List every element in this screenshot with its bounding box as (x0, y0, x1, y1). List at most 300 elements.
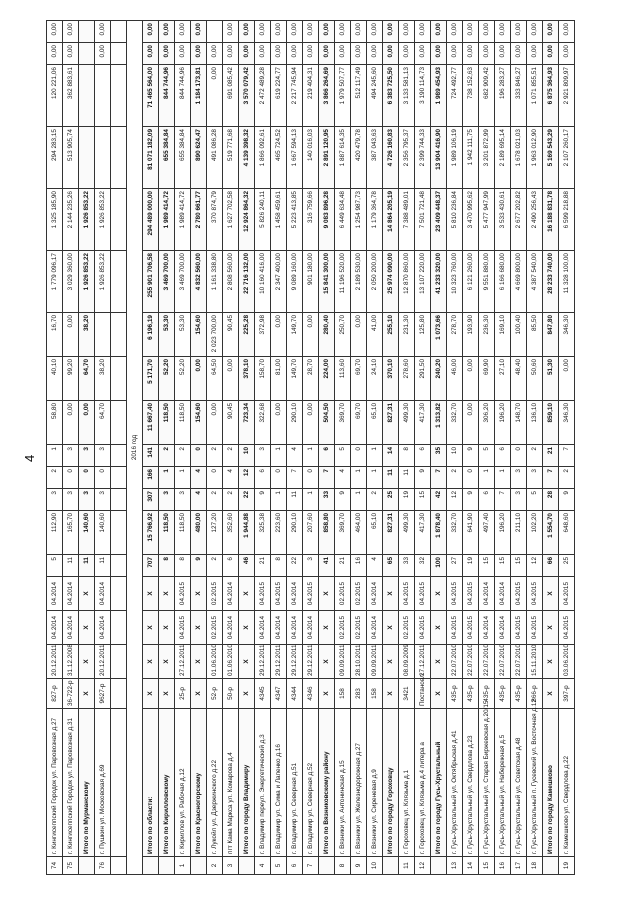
table-cell: 0,00 (47, 21, 63, 43)
table-cell: 9 083 896,28 (319, 189, 335, 251)
table-cell: 0 (463, 467, 479, 489)
table-cell: X (79, 577, 95, 611)
table-cell: 316 759,66 (303, 189, 319, 251)
table-cell: 1 (351, 467, 367, 489)
table-cell (111, 511, 127, 555)
table-cell: 0,00 (367, 21, 383, 43)
table-cell: 290,10 (287, 401, 303, 445)
table-cell: 435-р (511, 679, 527, 709)
table-cell: 12 (527, 555, 543, 577)
subtotal-row (79, 21, 95, 875)
table-cell: 2 780 661,77 (191, 189, 207, 251)
table-row (95, 21, 111, 875)
table-cell: 22.07.2010 (463, 645, 479, 679)
table-cell: 9 551 880,00 (479, 251, 495, 313)
table-cell: X (143, 645, 159, 679)
table-cell: X (431, 611, 447, 645)
table-cell: X (191, 577, 207, 611)
table-cell: г. Владимир переул. Энергетический д.3 (255, 709, 271, 857)
table-cell: г. Гусь-Хрустальный ул. Свердлова д.23 (463, 709, 479, 857)
table-cell: 3 533 430,61 (495, 189, 511, 251)
table-cell: 0,00 (383, 43, 399, 65)
table-cell: 1 667 594,13 (287, 127, 303, 189)
table-cell: 04.2014 (255, 611, 271, 645)
table-cell (111, 65, 127, 127)
table-cell: 0,00 (495, 21, 511, 43)
table-cell: 0,00 (351, 21, 367, 43)
table-cell: 04.2015 (271, 577, 287, 611)
table-cell: 691 085,42 (223, 65, 239, 127)
table-cell: 125,80 (415, 313, 431, 357)
table-cell: 1 (367, 445, 383, 467)
table-cell: 352,60 (223, 511, 239, 555)
table-cell: 1 (175, 467, 191, 489)
table-cell: 102,20 (527, 511, 543, 555)
table-cell: 0,00 (287, 43, 303, 65)
table-cell: X (143, 577, 159, 611)
table-cell: 6 (223, 555, 239, 577)
table-cell: 480,00 (191, 511, 207, 555)
table-cell: 01.06.2010 (207, 645, 223, 679)
table-cell: 5 (47, 555, 63, 577)
table-cell: 1 627 702,58 (223, 189, 239, 251)
table-body (47, 21, 575, 875)
table-cell: 118,50 (159, 401, 175, 445)
table-cell: 9 089 160,00 (287, 251, 303, 313)
table-cell: г. Владимир ул. Сима и Лапенко д.16 (271, 709, 287, 857)
table-cell: 81 071 182,09 (143, 127, 159, 189)
table-cell: г. Кириллов ул. Рабочая д.12 (175, 709, 191, 857)
table-cell: 04.2014 (63, 611, 79, 645)
table-cell: 827-р (47, 679, 63, 709)
table-cell: 207,60 (303, 511, 319, 555)
table-cell: г. Гороховец ул. Клязьма д.4 литера а (415, 709, 431, 857)
table-cell: 641,90 (463, 511, 479, 555)
table-cell: 3 (79, 445, 95, 467)
table-cell: 465 724,52 (271, 127, 287, 189)
table-cell: 519 771,68 (223, 127, 239, 189)
table-cell: 4 726 160,83 (383, 127, 399, 189)
table-cell (111, 467, 127, 489)
table-cell: 1 073,66 (431, 313, 447, 357)
table-cell: 0 (271, 467, 287, 489)
table-cell: X (383, 645, 399, 679)
table-cell: 0,00 (63, 43, 79, 65)
table-row (255, 21, 271, 875)
table-cell: 3 (511, 467, 527, 489)
table-cell: 65 (383, 555, 399, 577)
table-cell: 02.2015 (399, 611, 415, 645)
table-cell: 81,00 (271, 357, 287, 401)
table-cell: 1 989 106,19 (447, 127, 463, 189)
table-cell: 14 864 205,19 (383, 189, 399, 251)
table-cell: 04.2014 (47, 611, 63, 645)
table-cell: 9 (335, 489, 351, 511)
table-cell: 8 (175, 555, 191, 577)
table-cell: 2 (175, 445, 191, 467)
table-cell (95, 127, 111, 189)
table-cell: 15 (511, 555, 527, 577)
table-cell: 27 (447, 555, 463, 577)
table-cell: 223,60 (271, 511, 287, 555)
table-cell: 112,90 (47, 511, 63, 555)
table-cell: 9 (463, 445, 479, 467)
table-cell: 04.2014 (367, 577, 383, 611)
table-cell: 1 325 185,90 (47, 189, 63, 251)
table-cell: 6 (319, 445, 335, 467)
table-cell: 0,00 (223, 21, 239, 43)
table-cell: 50-р (223, 679, 239, 709)
table-cell: 5 477 947,99 (479, 189, 495, 251)
table-cell: 5 810 236,84 (447, 189, 463, 251)
table-cell: 118,50 (175, 511, 191, 555)
table-cell: 0,00 (527, 21, 543, 43)
table-row (415, 21, 431, 875)
table-cell: 51,30 (543, 357, 559, 401)
table-cell: г. Вязники ул. Антонинская д.15 (335, 709, 351, 857)
table-cell: X (239, 645, 255, 679)
table-cell: 25-р (175, 679, 191, 709)
table-cell: 2 490 256,43 (527, 189, 543, 251)
table-cell: 1 254 987,73 (351, 189, 367, 251)
table-cell: 04.2015 (559, 577, 575, 611)
table-cell: 0,00 (63, 401, 79, 445)
table-cell: 420 479,78 (351, 127, 367, 189)
table-row (463, 21, 479, 875)
table-cell: X (543, 679, 559, 709)
table-cell: 1 944,88 (239, 511, 255, 555)
table-cell: 8 (271, 555, 287, 577)
table-cell: 25 (559, 555, 575, 577)
table-cell: 866-р (527, 679, 543, 709)
table-cell: 148,70 (511, 401, 527, 445)
table-cell: 27,10 (495, 357, 511, 401)
table-cell: 4344 (287, 679, 303, 709)
table-cell: Итого по городу Камешково (543, 709, 559, 857)
table-cell: X (431, 577, 447, 611)
table-cell: X (239, 679, 255, 709)
table-cell: 1 926 853,22 (95, 251, 111, 313)
table-cell: 6 449 634,48 (335, 189, 351, 251)
table-cell: 387 043,63 (367, 127, 383, 189)
table-cell: 2 (207, 489, 223, 511)
table-cell (111, 43, 127, 65)
table-cell (79, 21, 95, 43)
table-cell: г. Вязники ул. Железнодорожная д.27 (351, 709, 367, 857)
table-cell: 10 (239, 445, 255, 467)
table-cell: 196,20 (495, 511, 511, 555)
table-cell: X (543, 577, 559, 611)
table-cell: 0,00 (511, 43, 527, 65)
table-cell: 7 (543, 467, 559, 489)
table-cell: 90,45 (223, 313, 239, 357)
table-cell: 1 989 414,72 (159, 189, 175, 251)
table-cell: 36-722-р (63, 679, 79, 709)
table-cell: 04.2015 (511, 577, 527, 611)
table-cell: X (159, 611, 175, 645)
table-cell: 2 891 120,95 (319, 127, 335, 189)
table-cell: 2 107 260,17 (559, 127, 575, 189)
table-cell: 12 870 860,00 (399, 251, 415, 313)
table-cell: 27.12.2011 (175, 645, 191, 679)
table-cell (95, 65, 111, 127)
table-cell (111, 489, 127, 511)
table-cell: 04.2015 (175, 611, 191, 645)
table-cell: 09.09.2011 (335, 645, 351, 679)
table-cell: 04.2014 (223, 611, 239, 645)
table-cell: X (159, 679, 175, 709)
table-cell: 14 (383, 445, 399, 467)
table-cell (543, 857, 559, 875)
table-cell: 397-р (559, 679, 575, 709)
table-row (63, 21, 79, 875)
table-cell: 8 (335, 857, 351, 875)
table-cell: пгт Кама Маркса ул. Комарова д.4 (223, 709, 239, 857)
table-cell: 3 (527, 467, 543, 489)
table-cell: 50,60 (527, 357, 543, 401)
table-cell: 04.2015 (511, 611, 527, 645)
table-cell: 66 (543, 555, 559, 577)
table-cell: 0,00 (463, 43, 479, 65)
table-cell: 369,70 (335, 511, 351, 555)
table-cell: 74 (47, 857, 63, 875)
table-cell: 333 846,27 (511, 65, 527, 127)
table-row (303, 21, 319, 875)
table-cell: 236,30 (479, 313, 495, 357)
table-cell: 224,00 (319, 357, 335, 401)
table-cell: 6 (255, 467, 271, 489)
table-cell: 33 (319, 489, 335, 511)
table-cell: 140,60 (95, 511, 111, 555)
table-cell: 1 (495, 467, 511, 489)
table-cell: 10 160 416,00 (255, 251, 271, 313)
table-cell: 4345 (255, 679, 271, 709)
table-cell: 5 (271, 857, 287, 875)
table-cell: 27.12.2011 (415, 645, 431, 679)
table-cell: 149,70 (287, 357, 303, 401)
subtotal-row (543, 21, 559, 875)
table-cell: 1 979 507,77 (335, 65, 351, 127)
table-cell: 290,10 (287, 511, 303, 555)
table-cell: 827,31 (383, 511, 399, 555)
table-cell: 19 (399, 489, 415, 511)
table-cell: 04.2014 (479, 577, 495, 611)
table-cell: 0,00 (559, 43, 575, 65)
table-cell: Итого по городу Гусь-Хрустальный (431, 709, 447, 857)
table-cell: 294 489 000,00 (143, 189, 159, 251)
table-cell: 0 (207, 467, 223, 489)
table-cell: 140,60 (79, 511, 95, 555)
table-cell: 0,00 (447, 21, 463, 43)
table-cell: 240,20 (431, 357, 447, 401)
table-cell: 7 388 489,01 (399, 189, 415, 251)
table-cell: 0,00 (431, 43, 447, 65)
table-cell: 41 (319, 555, 335, 577)
table-cell: г. Владимир ул. Северная д.52 (303, 709, 319, 857)
table-cell: 3 (63, 489, 79, 511)
table-cell: 1 (479, 467, 495, 489)
table-cell: г. Гусь-Хрустальный ул. Старая Биржевская д.20/15 (479, 709, 495, 857)
table-cell: 7 (303, 857, 319, 875)
table-cell: 28 (543, 489, 559, 511)
table-cell: X (543, 611, 559, 645)
table-cell: 100,40 (511, 313, 527, 357)
table-cell: 90,45 (223, 401, 239, 445)
table-cell: 12 (447, 489, 463, 511)
table-cell: 827,31 (383, 401, 399, 445)
table-cell: 280,40 (319, 313, 335, 357)
table-cell: 512 117,49 (351, 65, 367, 127)
table-cell: 04.2014 (495, 577, 511, 611)
table-cell: 0,00 (527, 43, 543, 65)
table-cell: 64,50 (207, 357, 223, 401)
table-cell: 0,00 (159, 43, 175, 65)
table-cell: 3 570 079,42 (239, 65, 255, 127)
table-cell: 3 (95, 445, 111, 467)
table-cell: 53,30 (159, 313, 175, 357)
table-cell: 141 (143, 445, 159, 467)
table-cell: 04.2014 (495, 611, 511, 645)
table-cell: 02.2015 (351, 577, 367, 611)
table-cell (111, 445, 127, 467)
table-cell: 435-р (495, 679, 511, 709)
table-row (223, 21, 239, 875)
table-cell: 24,10 (367, 357, 383, 401)
table-cell: 21 (543, 445, 559, 467)
table-cell: 166 (143, 467, 159, 489)
table-cell: 6 196,19 (143, 313, 159, 357)
subtotal-row (383, 21, 399, 875)
table-cell (111, 127, 127, 189)
table-cell (111, 189, 127, 251)
table-cell: 3 190 114,73 (415, 65, 431, 127)
table-cell: 0,00 (95, 21, 111, 43)
table-cell: 0,00 (447, 43, 463, 65)
table-cell: 15 (479, 857, 495, 875)
table-cell: 193,90 (463, 313, 479, 357)
table-cell: 0,00 (239, 43, 255, 65)
table-cell: 32 (415, 555, 431, 577)
table-cell: 2 399 744,33 (415, 127, 431, 189)
table-cell: 0,00 (543, 21, 559, 43)
table-cell: 306,20 (479, 401, 495, 445)
table-cell: 20.12.2011 (95, 645, 111, 679)
table-cell: X (431, 679, 447, 709)
table-cell: 0,00 (271, 21, 287, 43)
table-cell: 04.2014 (63, 577, 79, 611)
table-cell: г. Гусь-Хрустальный ул. Советская д.48 (511, 709, 527, 857)
table-cell: 16,70 (47, 313, 63, 357)
table-cell: 346,30 (559, 313, 575, 357)
table-cell: 113,60 (335, 357, 351, 401)
table-cell (79, 857, 95, 875)
table-cell: 15 (479, 555, 495, 577)
table-cell: 69,70 (351, 401, 367, 445)
table-cell: г. Камешково ул. Свердлова д.22 (559, 709, 575, 857)
table-cell: 31.12.2008 (63, 645, 79, 679)
table-cell: г. Вязники ул. Сиреневая д.9 (367, 709, 383, 857)
table-cell: 03.06.2010 (559, 645, 575, 679)
table-cell: 4 (255, 857, 271, 875)
table-cell: 6 (287, 857, 303, 875)
table-cell: 85,50 (527, 313, 543, 357)
table-cell: 3421 (399, 679, 415, 709)
table-cell: 65,10 (367, 401, 383, 445)
table-cell: 16 188 831,78 (543, 189, 559, 251)
table-cell: г. Кингисеппский Городок ул. Паровозная д.27 (47, 709, 63, 857)
table-cell (319, 857, 335, 875)
table-cell: 1 313,82 (431, 401, 447, 445)
table-cell: 513 905,74 (63, 127, 79, 189)
table-cell: 1 (175, 857, 191, 875)
table-cell: 52,20 (175, 357, 191, 401)
table-cell: 0,00 (463, 401, 479, 445)
table-cell: 0 (191, 445, 207, 467)
table-cell: X (319, 679, 335, 709)
table-cell: 154,60 (191, 313, 207, 357)
rotated-page (46, 23, 608, 875)
table-cell: 11 667,40 (143, 401, 159, 445)
table-cell: 29.12.2011 (255, 645, 271, 679)
table-cell: 1 678 021,03 (511, 127, 527, 189)
table-cell: 0,00 (559, 21, 575, 43)
table-cell: 4 (287, 445, 303, 467)
table-cell: 1 942 111,75 (463, 127, 479, 189)
table-cell: 12 (239, 467, 255, 489)
table-cell: 11 (287, 489, 303, 511)
page-number: 4 (22, 454, 37, 462)
table-cell: 4 (191, 489, 207, 511)
table-cell: 22 716 132,00 (239, 251, 255, 313)
table-cell: 844 744,96 (159, 65, 175, 127)
table-cell: 682 909,42 (479, 65, 495, 127)
table-cell: 1 (303, 489, 319, 511)
table-cell: 6 383 725,50 (383, 65, 399, 127)
table-cell: 1 458 459,61 (271, 189, 287, 251)
table-cell: 149,70 (287, 313, 303, 357)
subtotal-row (159, 21, 175, 875)
table-cell: 3 (95, 489, 111, 511)
table-cell: 2 189 530,00 (351, 251, 367, 313)
table-cell: 0,00 (431, 21, 447, 43)
table-cell: 25 (383, 489, 399, 511)
table-cell: 7 501 721,48 (415, 189, 431, 251)
table-cell: 75 (63, 857, 79, 875)
table-cell: 0,00 (351, 313, 367, 357)
table-cell: 5 169 543,29 (543, 127, 559, 189)
table-cell: 11 (79, 555, 95, 577)
table-cell: 04.2014 (287, 611, 303, 645)
table-cell (111, 251, 127, 313)
table-cell: 655 384,84 (175, 127, 191, 189)
table-cell: 04.2015 (303, 577, 319, 611)
table-cell: 0,00 (319, 21, 335, 43)
table-cell: 255,10 (383, 313, 399, 357)
table-cell (207, 21, 223, 43)
table-cell: 1 (351, 489, 367, 511)
table-cell: 7 (431, 467, 447, 489)
table-cell: 1 887 614,35 (335, 127, 351, 189)
table-cell: 158 (367, 679, 383, 709)
subtotal-row (143, 21, 159, 875)
table-cell: 278,60 (399, 357, 415, 401)
table-cell: Итого по Красногорскому (191, 709, 207, 857)
table-cell: X (239, 577, 255, 611)
table-cell: 3 201 872,99 (479, 127, 495, 189)
table-cell: 278,70 (447, 313, 463, 357)
table-cell: 04.2015 (175, 577, 191, 611)
table-cell: 497,40 (479, 511, 495, 555)
